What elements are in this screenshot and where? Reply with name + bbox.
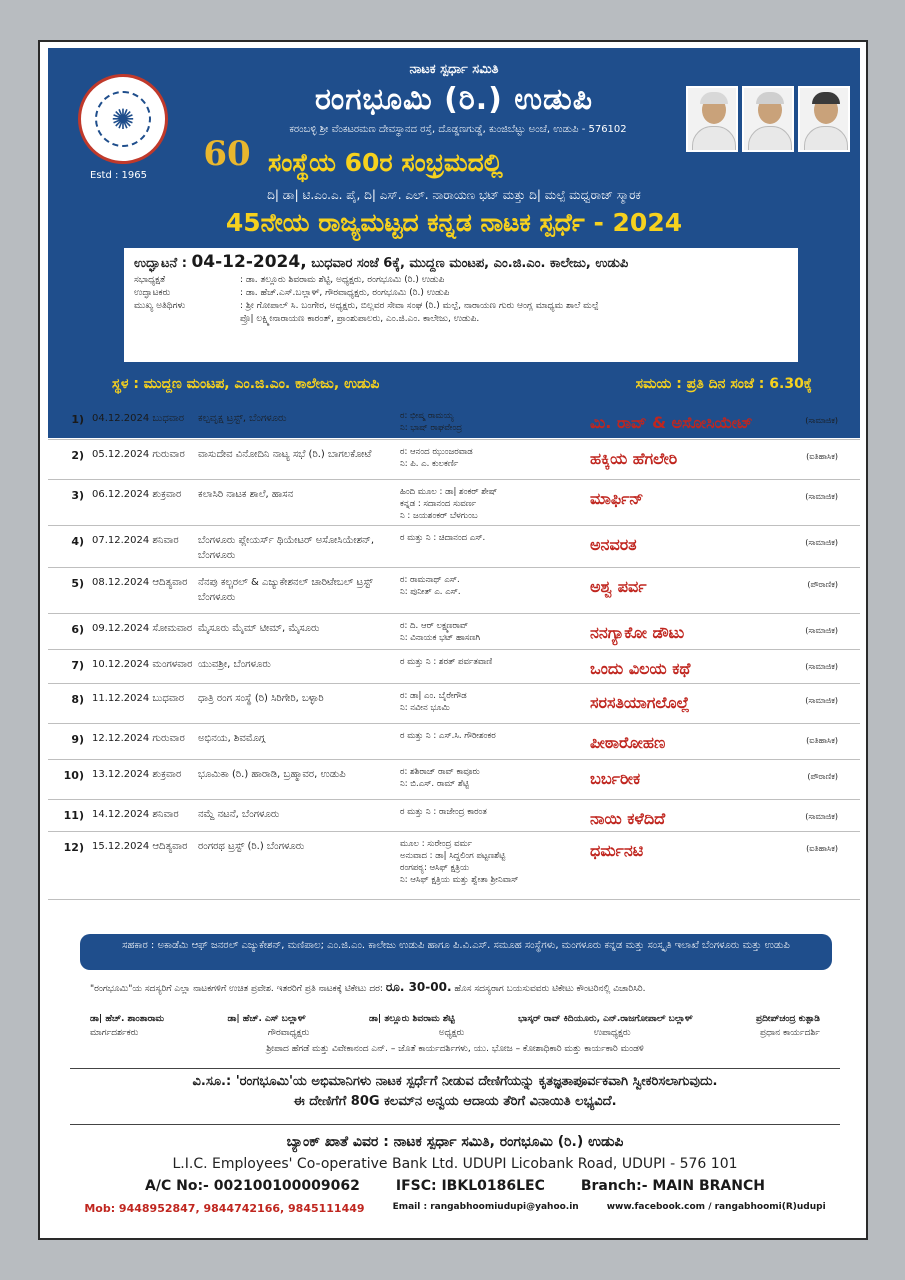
credit-line: ನಿ: ಭಾಷ್ ರಾಘವೇಂದ್ರ (400, 423, 463, 433)
officer-role: ಉಪಾಧ್ಯಕ್ಷರು (593, 1028, 631, 1038)
account-number: A/C No:- 002100100009062 (145, 1178, 360, 1194)
row-play-title: ಅನವರತ (590, 535, 637, 554)
row-genre: (ಪೌರಾಣಿಕ) (807, 772, 838, 781)
guest-name: : ಡಾ. ತಲ್ಲೂರು ಶಿವರಾಮ ಶೆಟ್ಟಿ, ಅಧ್ಯಕ್ಷರು, ರಂಗಭೂಮಿ (ರಿ.) ಉಡುಪಿ (240, 275, 445, 285)
org-title: ರಂಗಭೂಮಿ (ರಿ.) ಉಡುಪಿ (315, 82, 593, 117)
row-date: 04.12.2024 ಬುಧವಾರ (92, 413, 185, 424)
secretaries-line: ಶ್ರೀಪಾದ ಹೆಗಡೆ ಮತ್ತು ವಿವೇಕಾನಂದ ಎನ್. – ಜೊತೆ ಕಾರ್ಯದರ್ಶಿಗಳು, ಯು. ಭೋಜ – ಕೋಶಾಧಿಕಾರಿ ಮತ್ತು ಕಾರ್ಯಕಾರಿ ಮಂಡಳಿ (266, 1044, 644, 1054)
row-play-title: ಪೀಠಾರೋಹಣ (590, 733, 666, 752)
ticket-rate: ರೂ. 30-00. (385, 980, 452, 994)
credit-line: ರ ಮತ್ತು ನಿ : ಚಿದಾನಂದ ಎಸ್. (400, 533, 486, 543)
row-play-title: ಸರಸತಿಯಾಗಲೊಲ್ಲೆ (590, 693, 690, 712)
row-date: 15.12.2024 ಆದಿತ್ಯವಾರ (92, 841, 188, 852)
row-date: 11.12.2024 ಬುಧವಾರ (92, 693, 185, 704)
schedule-row (48, 760, 860, 800)
row-number: 12) (63, 841, 84, 854)
portraits (686, 86, 850, 152)
row-play-title: ಬರ್ಬರೀಕ (590, 769, 641, 788)
credit-line: ರಂಗಪಠ್ಯ: ಆಸಿಫ್ ಕ್ಷತ್ರಿಯ (400, 863, 470, 873)
credit-line: ರ ಮತ್ತು ನಿ : ರಾಜೇಂದ್ರ ಕಾರಂತ (400, 807, 487, 817)
row-number: 11) (63, 809, 84, 822)
guest-row (134, 301, 788, 311)
free-entry-note (90, 980, 820, 996)
row-genre: (ಪೌರಾಣಿಕ) (807, 580, 838, 589)
row-credits (394, 800, 590, 818)
credit-line: ರ: ಭೀಷ್ಮ ರಾಮಯ್ಯ (400, 411, 454, 421)
schedule-row (48, 724, 860, 760)
guest-name: : ಡಾ. ಹೆಚ್.ಎಸ್.ಬಲ್ಲಾಳ್, ಗೌರವಾಧ್ಯಕ್ಷರು, ರಂಗಭೂಮಿ (ರಿ.) ಉಡುಪಿ (240, 288, 450, 298)
donation-line-1: ವಿ.ಸೂ.: 'ರಂಗಭೂಮಿ'ಯ ಅಭಿಮಾನಿಗಳು ನಾಟಕ ಸ್ಪರ್ಧೆಗೆ ನೀಡುವ ದೇಣಿಗೆಯನ್ನು ಕೃತಜ್ಞತಾಪೂರ್ವಕವಾಗಿ ಸ್ವೀಕರಿಸಲಾಗುವುದು. (192, 1074, 718, 1089)
row-date: 05.12.2024 ಗುರುವಾರ (92, 449, 185, 460)
inauguration-box (124, 248, 798, 362)
anniversary-text: ಸಂಸ್ಥೆಯ 60ರ ಸಂಭ್ರಮದಲ್ಲಿ (268, 148, 503, 177)
donation-note (70, 1072, 840, 1112)
row-date: 07.12.2024 ಶನಿವಾರ (92, 535, 179, 546)
credit-line: ನಿ: ನವೀನ ಭೂಮಿ (400, 703, 450, 713)
guest-list (134, 275, 788, 324)
row-troupe: ಯುವಶ್ರೀ, ಬೆಂಗಳೂರು (198, 659, 271, 670)
row-number: 10) (63, 769, 84, 782)
email-address: Email : rangabhoomiudupi@yahoo.in (392, 1202, 579, 1212)
officer-name: ಡಾ| ಹೆಚ್. ಶಾಂತಾರಾಮ (90, 1014, 165, 1024)
estd-label: Estd : 1965 (90, 170, 147, 181)
row-troupe: ಧಾತ್ರಿ ರಂಗ ಸಂಸ್ಥೆ (ರಿ) ಸಿರಿಗೇರಿ, ಬಳ್ಳಾರಿ (198, 693, 324, 704)
schedule-row (48, 832, 860, 900)
inauguration-details: ಬುಧವಾರ ಸಂಜೆ 6ಕ್ಕೆ, ಮುದ್ದಣ ಮಂಟಪ, ಎಂ.ಜಿ.ಎಂ. ಕಾಲೇಜು, ಉಡುಪಿ (311, 256, 629, 271)
row-number: 4) (71, 535, 84, 548)
inauguration-date: 04-12-2024, (191, 252, 307, 272)
row-troupe: ರಂಗರಥ ಟ್ರಸ್ಟ್ (ರಿ.) ಬೆಂಗಳೂರು (198, 841, 305, 852)
row-date: 08.12.2024 ಆದಿತ್ಯವಾರ (92, 577, 188, 588)
schedule-row (48, 650, 860, 684)
row-number: 8) (71, 693, 84, 706)
row-genre: (ಐತಿಹಾಸಿಕ) (806, 452, 838, 461)
officer-role: ಪ್ರಧಾನ ಕಾರ್ಯದರ್ಶಿ (760, 1028, 820, 1038)
divider (70, 1068, 840, 1069)
row-play-title: ನನಗ್ಯಾಕೋ ಡೌಟು (590, 623, 685, 642)
row-play-title: ಮಾರ್ಫಿನ್ (590, 489, 644, 508)
officer-name: ಪ್ರದೀಪ್‌ಚಂದ್ರ ಕುತ್ಪಾಡಿ (756, 1014, 820, 1024)
credit-line: ಅನುವಾದ : ಡಾ| ಸಿದ್ದಲಿಂಗ ಪಟ್ಟಣಶೆಟ್ಟಿ (400, 851, 506, 861)
credit-line: ರ: ದಿ. ಆರ್ ಲಕ್ಷ್ಮಣರಾವ್ (400, 621, 469, 631)
schedule-row (48, 684, 860, 724)
bank-account-row (40, 1178, 870, 1194)
venue-time: ಸಮಯ : ಪ್ರತಿ ದಿನ ಸಂಜೆ : 6.30ಕ್ಕೆ (635, 376, 812, 392)
row-credits (394, 568, 590, 598)
officer-role: ಮಾರ್ಗದರ್ಶಕರು (90, 1028, 139, 1038)
row-credits (394, 650, 590, 668)
mobile-numbers: Mob: 9448952847, 9844742166, 9845111449 (84, 1202, 365, 1215)
sixty-years-logo: 60 (203, 134, 251, 174)
officer-role: ಅಧ್ಯಕ್ಷರು (438, 1028, 465, 1038)
row-troupe: ನಮ್ದೆ ನಟನೆ, ಬೆಂಗಳೂರು (198, 809, 280, 820)
guest-row (134, 288, 788, 298)
guest-role: ಮುಖ್ಯ ಅತಿಥಿಗಳು (134, 301, 186, 311)
org-address: ಕರಂಬಳ್ಳಿ ಶ್ರೀ ವೆಂಕಟರಮಣ ದೇವಸ್ಥಾನದ ರಸ್ತೆ, ದೊಡ್ಡಣಗುಡ್ಡೆ, ಕುಂಜಿಬೆಟ್ಟು ಅಂಚೆ, ಉಡುಪಿ - 576102 (289, 124, 627, 135)
schedule-row (48, 440, 860, 480)
portrait-photo (742, 86, 794, 152)
portrait-photo (686, 86, 738, 152)
row-date: 09.12.2024 ಸೋಮವಾರ (92, 623, 193, 634)
credit-line: ಹಿಂದಿ ಮೂಲ : ಡಾ| ಶಂಕರ್ ಶೇಷ್ (400, 487, 498, 497)
officer-name: ಡಾ| ತಲ್ಲೂರು ಶಿವರಾಮ ಶೆಟ್ಟಿ (368, 1014, 455, 1024)
row-play-title: ನಾಯಿ ಕಳೆದಿದೆ (590, 809, 666, 828)
credit-line: ನಿ: ಬಿ.ಎಸ್. ರಾಮ್ ಶೆಟ್ಟಿ (400, 779, 470, 789)
free-note-pre: "ರಂಗಭೂಮಿ"ಯ ಸದಸ್ಯರಿಗೆ ಎಲ್ಲಾ ನಾಟಕಗಳಿಗೆ ಉಚಿತ ಪ್ರವೇಶ. ಇತರರಿಗೆ ಪ್ರತಿ ನಾಟಕಕ್ಕೆ ಟಿಕೇಟು ದರ: (90, 984, 383, 994)
credit-line: ರ: ರಾಮನಾಥ್ ಎಸ್. (400, 575, 460, 585)
schedule-row (48, 480, 860, 526)
bank-title: ಬ್ಯಾಂಕ್ ಖಾತೆ ವಿವರ : ನಾಟಕ ಸ್ಪರ್ಧಾ ಸಮಿತಿ, ರಂಗಭೂಮಿ (ರಿ.) ಉಡುಪಿ (286, 1134, 624, 1150)
row-genre: (ಸಾಮಾಜಿಕ) (805, 696, 838, 705)
memorial-text: ದಿ| ಡಾ| ಟಿ.ಎಂ.ಎ. ಪೈ, ದಿ| ಎಸ್. ಎಲ್. ನಾರಾಯಣ ಭಟ್ ಮತ್ತು ದಿ| ಮಲ್ಪೆ ಮಧ್ವರಾಜ್ ಸ್ಮಾರಕ (267, 188, 641, 202)
row-number: 7) (71, 659, 84, 672)
facebook-link: www.facebook.com / rangabhoomi(R)udupi (606, 1202, 826, 1212)
row-credits (394, 684, 590, 714)
guest-name: ಪ್ರೊ| ಲಕ್ಷ್ಮೀನಾರಾಯಣ ಕಾರಂತ್, ಪ್ರಾಂಶುಪಾಲರು, ಎಂ.ಜಿ.ಎಂ. ಕಾಲೇಜು, ಉಡುಪಿ. (240, 314, 480, 324)
contact-row (40, 1202, 870, 1215)
row-genre: (ಸಾಮಾಜಿಕ) (805, 538, 838, 547)
row-genre: (ಸಾಮಾಜಿಕ) (805, 626, 838, 635)
divider (70, 1124, 840, 1125)
competition-title: 45ನೇಯ ರಾಜ್ಯಮಟ್ಟದ ಕನ್ನಡ ನಾಟಕ ಸ್ಪರ್ಧೆ - 2024 (225, 208, 683, 237)
row-genre: (ಸಾಮಾಜಿಕ) (805, 492, 838, 501)
row-genre: (ಐತಿಹಾಸಿಕ) (806, 844, 838, 853)
schedule-row (48, 568, 860, 614)
schedule-table (48, 404, 860, 900)
guest-role: ಸಭಾಧ್ಯಕ್ಷತೆ (134, 275, 166, 285)
schedule-row (48, 404, 860, 440)
dancer-icon: ✺ (95, 91, 151, 147)
row-credits (394, 724, 590, 742)
guest-row (134, 275, 788, 285)
row-credits (394, 404, 590, 434)
credit-line: ನಿ: ವಿನಾಯಕ ಭಟ್ ಹಾಸಣಗಿ (400, 633, 481, 643)
guest-role (134, 314, 240, 324)
credit-line: ನಿ: ಪಿ. ಎ. ಕುಲಕರ್ಣಿ (400, 459, 459, 469)
officer-names (90, 1014, 820, 1024)
credit-line: ನಿ : ಜಯಶಂಕರ್ ಬೆಳಗುಂಬ (400, 511, 478, 521)
branch-name: Branch:- MAIN BRANCH (580, 1178, 765, 1194)
schedule-row (48, 526, 860, 568)
officer-name: ಭಾಸ್ಕರ್ ರಾವ್ ಕಿದಿಯೂರು, ಎನ್.ರಾಜಗೋಪಾಲ್ ಬಲ್ಲಾಳ್ (518, 1014, 693, 1024)
samiti-title: ನಾಟಕ ಸ್ಪರ್ಧಾ ಸಮಿತಿ (409, 62, 499, 77)
row-number: 3) (71, 489, 84, 502)
credit-line: ರ ಮತ್ತು ನಿ : ಎಸ್.ಸಿ. ಗೌರೀಶಂಕರ (400, 731, 496, 741)
row-credits (394, 440, 590, 470)
bank-name: L.I.C. Employees' Co-operative Bank Ltd. UDUPI Licobank Road, UDUPI - 576 101 (172, 1156, 738, 1172)
row-troupe: ಕಲಾಸಿರಿ ನಾಟಕ ಶಾಲೆ, ಹಾಸನ (198, 489, 294, 500)
row-number: 6) (71, 623, 84, 636)
free-note-post: ಹೊಸ ಸದಸ್ಯರಾಗ ಬಯಸುವವರು ಟಿಕೇಟು ಕೌಂಟರಿನಲ್ಲಿ ವಿಚಾರಿಸಿರಿ. (454, 984, 646, 994)
row-play-title: ಒಂದು ವಿಲಯ ಕಥೆ (590, 659, 691, 678)
row-genre: (ಸಾಮಾಜಿಕ) (805, 662, 838, 671)
credit-line: ನಿ: ಆಸಿಫ್ ಕ್ಷತ್ರಿಯ ಮತ್ತು ಶ್ವೇತಾ ಶ್ರೀನಿವಾಸ್ (400, 875, 519, 885)
row-troupe: ನೆನಪು ಕಲ್ಚರಲ್ & ಎಜ್ಯುಕೇಶನಲ್ ಚಾರಿಟೇಬಲ್ ಟ್ರಸ್ಟ್ ಬೆಂಗಳೂರು (198, 577, 373, 603)
officer-name: ಡಾ| ಹೆಚ್. ಎಸ್ ಬಲ್ಲಾಳ್ (227, 1014, 306, 1024)
sahakara-box: ಸಹಕಾರ : ಅಕಾಡೆಮಿ ಆಫ್ ಜನರಲ್ ಎಜ್ಯುಕೇಶನ್, ಮಣಿಪಾಲ; ಎಂ.ಜಿ.ಎಂ. ಕಾಲೇಜು ಉಡುಪಿ ಹಾಗೂ ಪಿ.ವಿ.ಎಸ್. ಸಮೂಹ ಸಂಸ್ಥೆಗಳು, ಮಂಗಳೂರು ಕನ್ನಡ ಮತ್ತು ಸಂಸ್ಕೃತಿ ಇಲಾಖೆ ಬೆಂಗಳೂರು ಮತ್ತು ಉಡುಪಿ (80, 934, 832, 970)
row-number: 1) (71, 413, 84, 426)
row-credits (394, 526, 590, 544)
credit-line: ರ: ಶಶಿರಾಜ್ ರಾವ್ ಕಾವೂರು (400, 767, 480, 777)
credit-line: ಕನ್ನಡ : ಸದಾನಂದ ಸುವರ್ಣ (400, 499, 477, 509)
row-date: 06.12.2024 ಶುಕ್ರವಾರ (92, 489, 182, 500)
credit-line: ಮೂಲ : ಸುರೇಂದ್ರ ವರ್ಮ (400, 839, 473, 849)
ifsc-code: IFSC: IBKL0186LEC (395, 1178, 545, 1194)
row-number: 2) (71, 449, 84, 462)
row-genre: (ಸಾಮಾಜಿಕ) (805, 812, 838, 821)
guest-name: : ಶ್ರೀ ಗೋಪಾಲ್ ಸಿ. ಬಂಗೇರ, ಅಧ್ಯಕ್ಷರು, ಬಿಲ್ಲವರ ಸೇವಾ ಸಂಘ (ರಿ.) ಮಲ್ಪೆ, ನಾರಾಯಣ ಗುರು ಆಂಗ್ಲ ಮಾಧ್ಯಮ ಶಾಲೆ ಮಲ್ಪೆ (240, 301, 599, 311)
venue-place: ಸ್ಥಳ : ಮುದ್ದಣ ಮಂಟಪ, ಎಂ.ಜಿ.ಎಂ. ಕಾಲೇಜು, ಉಡುಪಿ (112, 376, 380, 392)
officer-role: ಗೌರವಾಧ್ಯಕ್ಷರು (267, 1028, 310, 1038)
row-genre: (ಸಾಮಾಜಿಕ) (805, 416, 838, 425)
row-credits (394, 614, 590, 644)
inauguration-line (134, 252, 788, 272)
credit-line: ರ: ಡಾ| ಎಂ. ಬೈರೇಗೌಡ (400, 691, 467, 701)
row-credits (394, 760, 590, 790)
row-date: 10.12.2024 ಮಂಗಳವಾರ (92, 659, 193, 670)
row-troupe: ಅಭಿನಯ, ಶಿವಮೊಗ್ಗ (198, 733, 266, 744)
officer-roles (90, 1028, 820, 1038)
schedule-row (48, 800, 860, 832)
credit-line: ರ: ಆನಂದ ಝುಂಜರವಾಡ (400, 447, 473, 457)
row-play-title: ಅಶ್ವ ಪರ್ವ (590, 577, 647, 596)
donation-line-2: ಈ ದೇಣಿಗೆಗೆ 80G ಕಲಮ್‌ನ ಅನ್ವಯ ಆದಾಯ ತೆರಿಗೆ ವಿನಾಯಿತಿ ಲಭ್ಯವಿದೆ. (293, 1094, 617, 1109)
guest-row (134, 314, 788, 324)
row-play-title: ಹಕ್ಕಿಯ ಹೆಗಲೇರಿ (590, 449, 678, 468)
row-credits (394, 832, 590, 886)
officers (90, 1014, 820, 1054)
bank-details (40, 1134, 870, 1215)
schedule-row (48, 614, 860, 650)
guest-role: ಉದ್ಘಾಟಕರು (134, 288, 171, 298)
portrait-photo (798, 86, 850, 152)
credit-line: ನಿ: ಪುನೀತ್ ಎ. ಎಸ್. (400, 587, 461, 597)
row-credits (394, 480, 590, 522)
row-troupe: ವಾಸುದೇವ ವಿನೋದಿನಿ ನಾಟ್ಯ ಸಭೆ (ರಿ.) ಬಾಗಲಕೋಟೆ (198, 449, 372, 460)
row-play-title: ಧರ್ಮನಟಿ (590, 841, 644, 860)
row-troupe: ಮೈಸೂರು ಮೈಮ್ ಟೀಮ್, ಮೈಸೂರು (198, 623, 320, 634)
row-troupe: ಭೂಮಿಕಾ (ರಿ.) ಹಾರಾಡಿ, ಬ್ರಹ್ಮಾವರ, ಉಡುಪಿ (198, 769, 346, 780)
venue-bar (48, 370, 860, 398)
poster (38, 40, 868, 1240)
row-number: 5) (71, 577, 84, 590)
row-troupe: ಕಲ್ಪವೃಕ್ಷ ಟ್ರಸ್ಟ್, ಬೆಂಗಳೂರು (198, 413, 287, 424)
credit-line: ರ ಮತ್ತು ನಿ : ಶರತ್ ಪರ್ವತವಾಣಿ (400, 657, 493, 667)
row-play-title: ಮಿ. ರಾವ್ & ಅಸೋಸಿಯೇಟ್ (590, 413, 753, 432)
header-panel (48, 48, 860, 438)
row-number: 9) (71, 733, 84, 746)
row-date: 13.12.2024 ಶುಕ್ರವಾರ (92, 769, 182, 780)
inauguration-label: ಉದ್ಘಾಟನೆ : (134, 256, 187, 271)
row-date: 14.12.2024 ಶನಿವಾರ (92, 809, 179, 820)
row-genre: (ಐತಿಹಾಸಿಕ) (806, 736, 838, 745)
row-troupe: ಬೆಂಗಳೂರು ಪ್ಲೇಯರ್ಸ್ ಥಿಯೇಟರ್ ಅಸೋಸಿಯೇಶನ್, ಬೆಂಗಳೂರು (198, 535, 375, 561)
row-date: 12.12.2024 ಗುರುವಾರ (92, 733, 185, 744)
